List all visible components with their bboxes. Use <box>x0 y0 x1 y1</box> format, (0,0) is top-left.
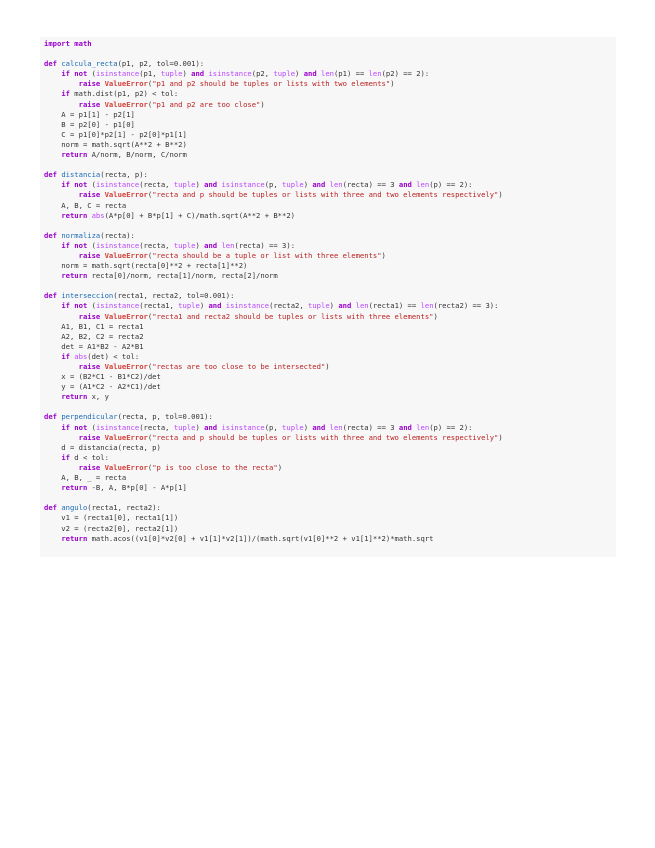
code-token: ( <box>87 69 96 79</box>
code-token: (recta, <box>139 240 174 250</box>
code-token: ( <box>147 99 153 109</box>
code-token: isinstance <box>95 180 140 190</box>
code-token: (A*p[0] + B*p[1] + C)/math.sqrt(A**2 + B**2) <box>104 210 295 220</box>
code-token <box>44 352 61 361</box>
code-token <box>44 89 61 98</box>
code-token: ) <box>381 250 386 260</box>
code-token: len <box>416 422 430 432</box>
code-token: math <box>74 39 92 48</box>
code-token: and <box>338 301 352 311</box>
code-token: len <box>420 301 434 311</box>
code-token: (recta, <box>139 422 174 432</box>
code-line <box>44 382 612 392</box>
code-token: and <box>204 240 218 250</box>
code-token <box>44 433 79 442</box>
code-token: A2, B2, C2 = recta2 <box>44 331 144 341</box>
code-line <box>44 271 612 281</box>
code-line <box>44 130 612 140</box>
code-token: ValueError <box>104 311 148 321</box>
code-token: and <box>303 69 317 79</box>
code-token: ) <box>195 240 205 250</box>
code-token: ( <box>147 190 153 200</box>
code-line <box>44 180 612 190</box>
code-token: return <box>61 210 88 220</box>
code-token: A = p1[1] - p2[1] <box>44 109 135 119</box>
code-line <box>44 241 612 251</box>
code-line <box>44 221 612 231</box>
code-token: "recta and p should be tuples or lists with three and two elements respectively" <box>152 190 499 200</box>
code-token <box>44 463 79 472</box>
code-token: ) <box>277 462 283 472</box>
code-line <box>44 433 612 443</box>
code-token: ValueError <box>104 462 148 472</box>
code-token: (recta1, recta2): <box>87 503 161 513</box>
code-token: raise <box>78 362 101 371</box>
code-token: ( <box>87 422 96 432</box>
code-token: isinstance <box>208 69 252 79</box>
code-token: C = p1[0]*p2[1] - p2[0]*p1[1] <box>44 129 187 139</box>
code-token: ) <box>295 69 304 79</box>
code-line <box>44 513 612 523</box>
code-token: return <box>61 483 88 493</box>
code-token: return <box>61 533 88 543</box>
code-line <box>44 261 612 271</box>
code-token: raise <box>78 311 101 321</box>
code-token: ( <box>87 240 96 250</box>
code-token: (recta, p, tol=0.001): <box>117 412 213 422</box>
code-token: ValueError <box>104 362 148 371</box>
code-token: len <box>329 180 343 190</box>
code-token: tuple <box>160 69 183 79</box>
code-token: def <box>44 503 57 513</box>
code-token: tuple <box>173 422 196 432</box>
code-token: d = distancia(recta, p) <box>44 442 161 452</box>
code-token: if <box>61 452 70 462</box>
code-token: return <box>61 271 88 281</box>
code-token: ( <box>147 362 153 371</box>
code-token: (p2, <box>251 69 274 79</box>
code-token: ( <box>147 432 153 442</box>
code-token <box>44 180 61 189</box>
code-line <box>44 79 612 89</box>
code-token: def <box>44 59 57 69</box>
code-token <box>44 392 61 401</box>
code-token: (p) == 2): <box>429 180 473 190</box>
code-token: (recta2, <box>269 301 309 311</box>
code-token: ( <box>147 311 153 321</box>
code-token <box>44 69 61 78</box>
code-token: v2 = (recta2[0], recta2[1]) <box>44 523 179 533</box>
code-token: (p1, p2, tol=0.001): <box>117 59 205 69</box>
code-token: v1 = (recta1[0], recta1[1]) <box>44 513 179 523</box>
code-token: raise <box>78 432 101 442</box>
code-token: (recta1, recta2, tol=0.001): <box>113 291 235 301</box>
code-token: norm = math.sqrt(recta[0]**2 + recta[1]**2) <box>44 261 248 271</box>
code-line <box>44 251 612 261</box>
code-token: "p1 and p2 are too close" <box>152 99 261 109</box>
code-token <box>44 301 61 310</box>
code-token: ) <box>498 432 503 442</box>
code-token: (recta) == 3): <box>234 240 296 250</box>
code-token: ValueError <box>104 250 148 260</box>
code-line <box>44 443 612 453</box>
code-token: and <box>398 422 412 432</box>
code-token: return <box>61 392 88 402</box>
code-token: isinstance <box>95 422 140 432</box>
code-line <box>44 59 612 69</box>
code-line <box>44 402 612 412</box>
code-token: ) <box>498 190 503 200</box>
code-token: ValueError <box>104 79 148 89</box>
code-token: det = A1*B2 - A2*B1 <box>44 341 144 351</box>
code-line <box>44 352 612 362</box>
code-token: if not <box>61 69 88 79</box>
code-token: raise <box>78 79 101 89</box>
code-line <box>44 100 612 110</box>
code-token <box>44 79 79 88</box>
code-token <box>44 190 79 199</box>
code-token: isinstance <box>95 240 140 250</box>
code-token: if not <box>61 301 88 311</box>
code-token: "recta1 and recta2 should be tuples or lists with three elements" <box>152 311 434 321</box>
code-token: ValueError <box>104 190 148 200</box>
code-line <box>44 160 612 170</box>
code-token: ) <box>390 79 395 89</box>
code-token: def <box>44 291 57 301</box>
code-token: tuple <box>282 422 304 432</box>
code-line <box>44 49 612 59</box>
code-token: and <box>312 422 326 432</box>
code-token: (recta1) == <box>368 301 421 311</box>
code-line <box>44 39 612 49</box>
code-token <box>44 150 61 159</box>
code-token: ( <box>87 180 96 190</box>
code-token: abs <box>74 351 88 361</box>
code-token: (p1, <box>139 69 161 79</box>
code-token <box>44 100 79 109</box>
code-token: d < tol: <box>69 452 109 462</box>
code-token: len <box>221 240 235 250</box>
code-token: if <box>61 89 70 99</box>
code-token: distancia <box>61 170 101 180</box>
code-token: isinstance <box>95 301 140 311</box>
code-token: ) <box>195 422 205 432</box>
code-token: (recta, <box>139 180 174 190</box>
code-token: def <box>44 412 57 422</box>
code-token: if not <box>61 422 88 432</box>
code-token: ) <box>329 301 339 311</box>
code-token: raise <box>78 190 101 200</box>
code-token: and <box>204 422 218 432</box>
code-line <box>44 483 612 493</box>
code-token: B = p2[0] - p1[0] <box>44 119 135 129</box>
code-line <box>44 473 612 483</box>
code-line <box>44 392 612 402</box>
code-token: (p) == 2): <box>429 422 473 432</box>
code-token: and <box>204 180 218 190</box>
code-token: ValueError <box>104 432 148 442</box>
code-token <box>44 312 79 321</box>
code-token: raise <box>78 99 101 109</box>
code-line <box>44 463 612 473</box>
code-line <box>44 524 612 534</box>
code-token <box>44 483 61 492</box>
code-token: isinstance <box>221 422 265 432</box>
code-token: abs <box>91 210 105 220</box>
code-line <box>44 332 612 342</box>
code-token: len <box>355 301 369 311</box>
code-token: def <box>44 230 57 240</box>
code-line <box>44 372 612 382</box>
code-token: isinstance <box>225 301 270 311</box>
code-token: normaliza <box>61 230 101 240</box>
code-token: len <box>321 69 334 79</box>
code-token: angulo <box>61 503 88 513</box>
code-token: "rectas are too close to be intersected" <box>152 362 326 371</box>
code-token <box>44 241 61 250</box>
code-token: ( <box>147 250 153 260</box>
code-line <box>44 140 612 150</box>
code-token <box>44 423 61 432</box>
code-token: ( <box>147 79 153 89</box>
code-token: def <box>44 170 57 180</box>
code-block <box>40 37 616 557</box>
code-line <box>44 503 612 513</box>
code-token: and <box>191 69 205 79</box>
code-token: ValueError <box>104 99 148 109</box>
code-token: raise <box>78 250 101 260</box>
code-token: y = (A1*C2 - A2*C1)/det <box>44 382 161 392</box>
code-token: if not <box>61 180 88 190</box>
code-line <box>44 170 612 180</box>
code-token: (det) < tol: <box>87 351 140 361</box>
code-token: "recta should be a tuple or list with three elements" <box>152 250 382 260</box>
code-line <box>44 453 612 463</box>
code-line <box>44 231 612 241</box>
code-token: tuple <box>178 301 200 311</box>
code-token: x, y <box>87 392 109 402</box>
code-token: ) <box>303 180 313 190</box>
code-line <box>44 534 612 544</box>
code-token: if not <box>61 240 88 250</box>
code-token: raise <box>78 462 101 472</box>
code-token: "p1 and p2 should be tuples or lists with two elements" <box>152 79 391 89</box>
code-token: ( <box>147 462 153 472</box>
code-token: tuple <box>282 180 304 190</box>
code-token: "recta and p should be tuples or lists with three and two elements respectively" <box>152 432 499 442</box>
code-token: ) <box>433 311 438 321</box>
code-token: tuple <box>173 240 196 250</box>
code-token: A, B, _ = recta <box>44 473 127 483</box>
code-token <box>44 453 61 462</box>
code-line <box>44 322 612 332</box>
code-token: recta[0]/norm, recta[1]/norm, recta[2]/norm <box>87 271 278 281</box>
code-token <box>44 251 79 260</box>
code-token <box>44 534 61 543</box>
code-token: tuple <box>308 301 330 311</box>
code-line <box>44 312 612 322</box>
code-token: (recta) == 3 <box>342 180 399 190</box>
code-token: ) <box>325 362 330 371</box>
code-line <box>44 201 612 211</box>
code-line <box>44 301 612 311</box>
code-token: (recta1, <box>139 301 179 311</box>
code-token: len <box>416 180 430 190</box>
code-token: math.acos((v1[0]*v2[0] + v1[1]*v2[1])/(math.sqrt(v1[0]**2 + v1[1]**2)*math.sqrt <box>87 533 434 543</box>
code-line <box>44 423 612 433</box>
code-line <box>44 211 612 221</box>
code-token: tuple <box>173 180 196 190</box>
code-token: A/norm, B/norm, C/norm <box>87 150 187 160</box>
code-token: import <box>44 39 70 48</box>
code-token: return <box>61 150 88 160</box>
code-token: ) <box>199 301 209 311</box>
code-token: and <box>312 180 326 190</box>
code-token: and <box>398 180 412 190</box>
code-token: (p, <box>264 422 283 432</box>
code-token: (p, <box>264 180 283 190</box>
code-line <box>44 412 612 422</box>
code-token: len <box>368 69 382 79</box>
code-token: isinstance <box>221 180 265 190</box>
code-token: ( <box>87 301 96 311</box>
code-token: len <box>329 422 343 432</box>
code-token: math.dist(p1, p2) < tol: <box>69 89 179 99</box>
code-line <box>44 69 612 79</box>
code-line <box>44 89 612 99</box>
code-token: and <box>208 301 222 311</box>
code-token <box>44 362 79 371</box>
code-listing <box>44 39 612 544</box>
code-token <box>44 211 61 220</box>
code-line <box>44 281 612 291</box>
code-line <box>44 291 612 301</box>
code-line <box>44 190 612 200</box>
code-token: interseccion <box>61 291 114 301</box>
code-token: (recta, p): <box>100 170 148 180</box>
code-line <box>44 110 612 120</box>
code-token: (recta) == 3 <box>342 422 399 432</box>
code-token: (recta): <box>100 230 135 240</box>
code-token: norm = math.sqrt(A**2 + B**2) <box>44 139 187 149</box>
code-token: perpendicular <box>61 412 118 422</box>
code-token: if <box>61 351 70 361</box>
code-token: x = (B2*C1 - B1*C2)/det <box>44 372 161 382</box>
code-token: ) <box>303 422 313 432</box>
code-token: calcula_recta <box>61 59 118 69</box>
code-token: A, B, C = recta <box>44 200 127 210</box>
code-token: ) <box>195 180 205 190</box>
code-line <box>44 120 612 130</box>
code-token: isinstance <box>95 69 140 79</box>
code-token: "p is too close to the recta" <box>152 462 278 472</box>
code-line <box>44 493 612 503</box>
code-token <box>44 271 61 280</box>
code-line <box>44 342 612 352</box>
code-token: ) <box>182 69 192 79</box>
code-token: A1, B1, C1 = recta1 <box>44 321 144 331</box>
code-token: ) <box>260 99 265 109</box>
code-token: (p2) == 2): <box>381 69 430 79</box>
code-token: (p1) == <box>333 69 369 79</box>
code-line <box>44 362 612 372</box>
code-token: (recta2) == 3): <box>433 301 499 311</box>
code-line <box>44 150 612 160</box>
code-token: -B, A, B*p[0] - A*p[1] <box>87 483 187 493</box>
code-token: tuple <box>273 69 296 79</box>
